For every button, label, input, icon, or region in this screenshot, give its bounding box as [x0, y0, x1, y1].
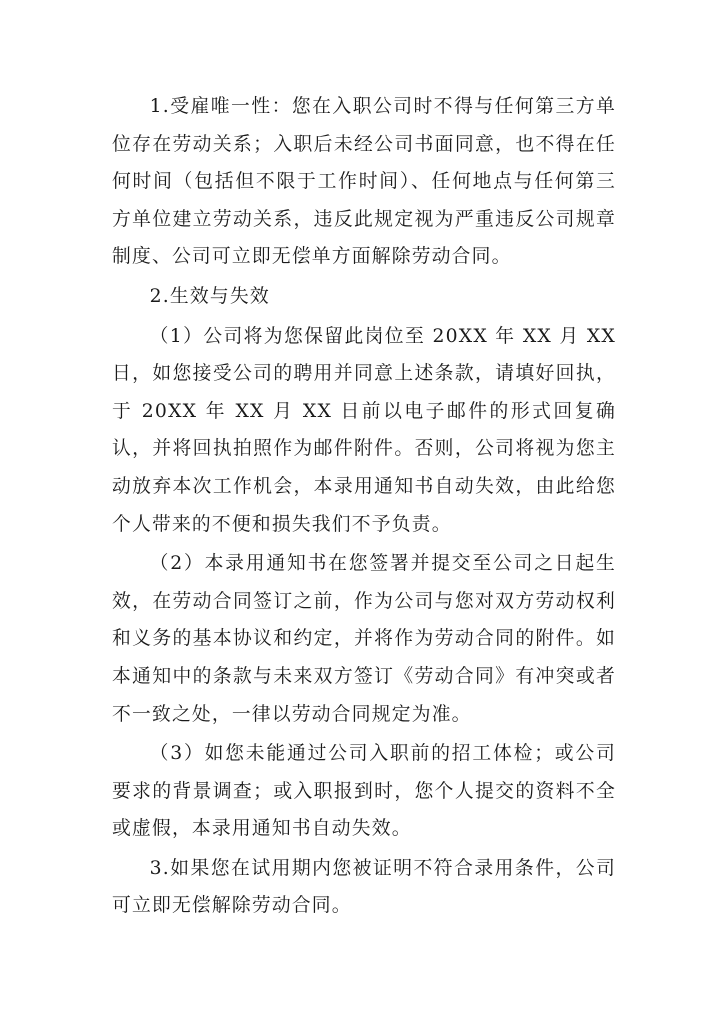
clause-effective-date: （2）本录用通知书在您签署并提交至公司之日起生效，在劳动合同签订之前，作为公司与您对双方劳动权利和义务的基本协议和约定，并将作为劳动合同的附件。如本通知中的条款与未来双方签订《劳动合同》有冲突或者不一致之处，一律以劳动合同规定为准。 [112, 553, 616, 725]
clause-exclusive-employment: 1.受雇唯一性：您在入职公司时不得与任何第三方单位存在劳动关系；入职后未经公司书面同意，也不得在任何时间（包括但不限于工作时间）、任何地点与任何第三方单位建立劳动关系，违反此规定视为严重违反公司规章制度、公司可立即无偿单方面解除劳动合同。 [112, 96, 616, 268]
clause-invalidation-conditions: （3）如您未能通过公司入职前的招工体检；或公司要求的背景调查；或入职报到时，您个人提交的资料不全或虚假，本录用通知书自动失效。 [112, 743, 616, 840]
clause-acceptance-deadline: （1）公司将为您保留此岗位至 20XX 年 XX 月 XX 日，如您接受公司的聘用并同意上述条款，请填好回执，于 20XX 年 XX 月 XX 日前以电子邮件的形式回复确认，并将回执拍照作为邮件附件。否则，公司将视为您主动放弃本次工作机会，本录用通知书自动失效，由此给您个人带来的不便和损失我们不予负责。 [112, 325, 616, 535]
document-body [112, 88, 616, 925]
section-heading-effect-and-expiry: 2.生效与失效 [149, 285, 270, 307]
clause-probation-termination: 3.如果您在试用期内您被证明不符合录用条件，公司可立即无偿解除劳动合同。 [112, 857, 616, 917]
